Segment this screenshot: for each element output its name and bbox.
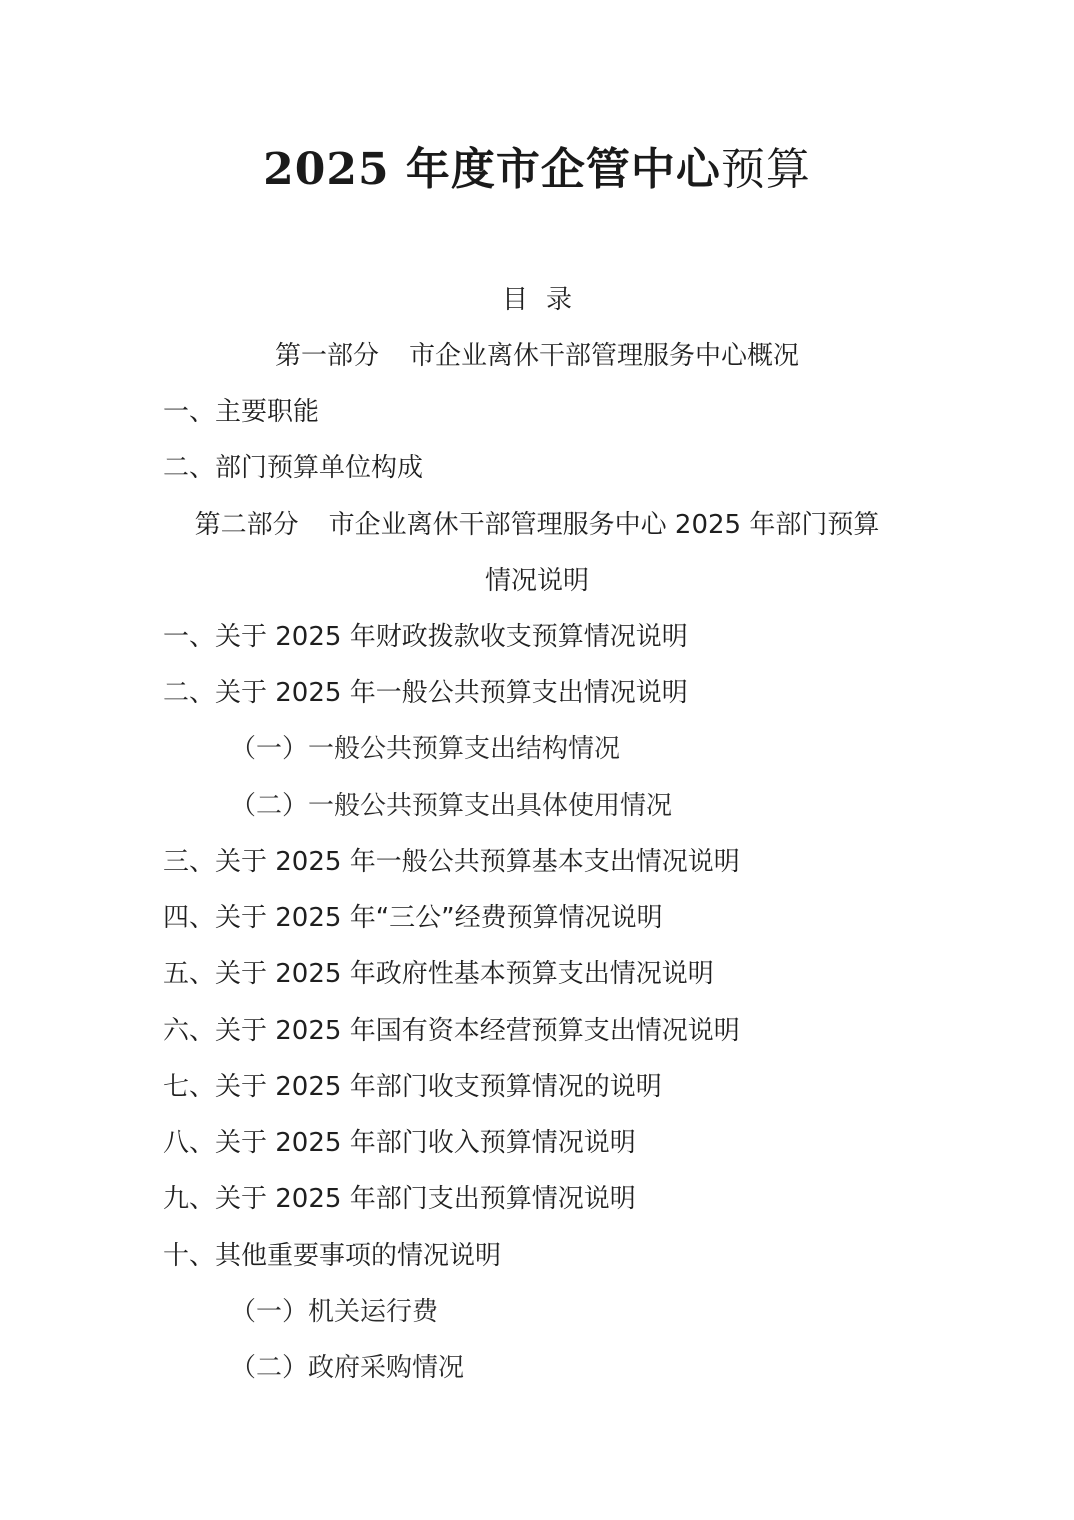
toc-item-basic-expenditure[interactable]: 三、关于 2025 年一般公共预算基本支出情况说明 — [163, 847, 740, 877]
toc-heading — [0, 280, 1074, 320]
part2-heading-line2: 情况说明 — [484, 566, 589, 596]
part2-heading — [0, 505, 1074, 545]
toc-item-budget-units[interactable]: 二、部门预算单位构成 — [163, 453, 424, 483]
toc-subitem-expenditure-usage[interactable]: （二）一般公共预算支出具体使用情况 — [230, 791, 673, 821]
toc-item-fiscal-budget[interactable]: 一、关于 2025 年财政拨款收支预算情况说明 — [163, 622, 688, 652]
toc-item-main-functions[interactable]: 一、主要职能 — [163, 397, 320, 427]
document-title — [0, 140, 1074, 200]
part1-label: 第一部分 — [274, 341, 379, 371]
toc-item-state-capital[interactable]: 六、关于 2025 年国有资本经营预算支出情况说明 — [163, 1016, 740, 1046]
toc-heading-char-1: 目 — [501, 285, 528, 315]
toc-item-general-public-expenditure[interactable]: 二、关于 2025 年一般公共预算支出情况说明 — [163, 678, 688, 708]
part1-heading — [0, 336, 1074, 376]
toc-subitem-procurement[interactable]: （二）政府采购情况 — [230, 1353, 465, 1383]
toc-subitem-operating-costs[interactable]: （一）机关运行费 — [230, 1297, 439, 1327]
part2-name-line1: 市企业离休干部管理服务中心 2025 年部门预算 — [328, 510, 880, 540]
toc-item-other-matters[interactable]: 十、其他重要事项的情况说明 — [163, 1241, 502, 1271]
toc-item-department-budget[interactable]: 七、关于 2025 年部门收支预算情况的说明 — [163, 1072, 662, 1102]
toc-heading-char-2: 录 — [546, 285, 573, 315]
title-bold-text: 2025 年度市企管中心 — [263, 144, 721, 195]
part2-label: 第二部分 — [194, 510, 299, 540]
toc-item-government-fund[interactable]: 五、关于 2025 年政府性基本预算支出情况说明 — [163, 959, 714, 989]
title-light-text: 预算 — [720, 144, 811, 195]
toc-item-department-expenditure[interactable]: 九、关于 2025 年部门支出预算情况说明 — [163, 1184, 636, 1214]
part1-name: 市企业离休干部管理服务中心概况 — [409, 341, 800, 371]
toc-subitem-expenditure-structure[interactable]: （一）一般公共预算支出结构情况 — [230, 734, 621, 764]
toc-item-three-public-funds[interactable]: 四、关于 2025 年“三公”经费预算情况说明 — [163, 903, 663, 933]
toc-item-department-income[interactable]: 八、关于 2025 年部门收入预算情况说明 — [163, 1128, 636, 1158]
